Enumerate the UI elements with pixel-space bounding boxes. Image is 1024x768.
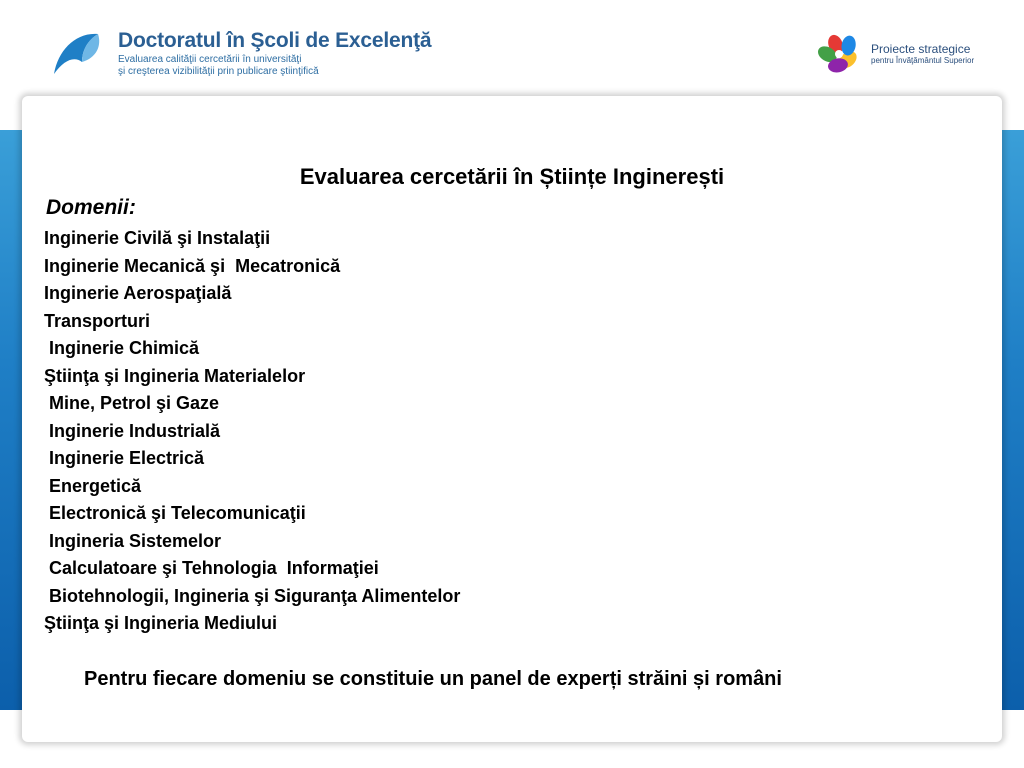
domain-item: Biotehnologii, Ingineria şi Siguranţa Alimentelor bbox=[44, 585, 461, 606]
right-brand-title: Proiecte strategice bbox=[871, 42, 971, 56]
domain-item: Mine, Petrol şi Gaze bbox=[44, 393, 220, 413]
domain-item: Energetică bbox=[44, 475, 142, 496]
flower-logo-icon bbox=[818, 34, 860, 74]
domain-item: Ştiinţa şi Ingineria Mediului bbox=[44, 613, 278, 633]
domain-item: Calculatoare şi Tehnologia Informaţiei bbox=[44, 558, 379, 578]
wave-logo-icon bbox=[48, 28, 104, 80]
domain-list bbox=[44, 225, 460, 638]
left-brand-subtitle-2: şi creşterea vizibilităţii prin publicare ştiinţifică bbox=[118, 66, 319, 77]
domain-item: Inginerie Electrică bbox=[44, 448, 205, 468]
domain-item: Inginerie Mecanică şi Mecatronică bbox=[44, 255, 341, 276]
left-brand-title: Doctoratul în Şcoli de Excelenţă bbox=[118, 29, 432, 52]
domain-item: Inginerie Civilă şi Instalaţii bbox=[44, 228, 271, 248]
footer-note: Pentru fiecare domeniu se constituie un panel de experți străini și români bbox=[84, 668, 782, 690]
right-brand-subtitle: pentru Învăţământul Superior bbox=[871, 56, 975, 65]
slide-title: Evaluarea cercetării în Științe Inginerești bbox=[299, 164, 725, 189]
domain-item: Inginerie Chimică bbox=[44, 338, 200, 358]
slide-header bbox=[0, 0, 1024, 100]
left-brand-subtitle-1: Evaluarea calităţii cercetării în universităţi bbox=[118, 54, 302, 65]
domain-item: Ingineria Sistemelor bbox=[44, 530, 222, 551]
domain-item: Ştiinţa şi Ingineria Materialelor bbox=[44, 365, 306, 386]
left-brand bbox=[118, 28, 431, 78]
right-brand bbox=[871, 42, 974, 66]
domain-item: Transporturi bbox=[44, 310, 151, 331]
domain-item: Inginerie Industrială bbox=[44, 420, 221, 441]
domain-item: Inginerie Aerospaţială bbox=[44, 283, 232, 303]
domains-label: Domenii: bbox=[46, 196, 136, 219]
domain-item: Electronică şi Telecomunicaţii bbox=[44, 503, 306, 523]
